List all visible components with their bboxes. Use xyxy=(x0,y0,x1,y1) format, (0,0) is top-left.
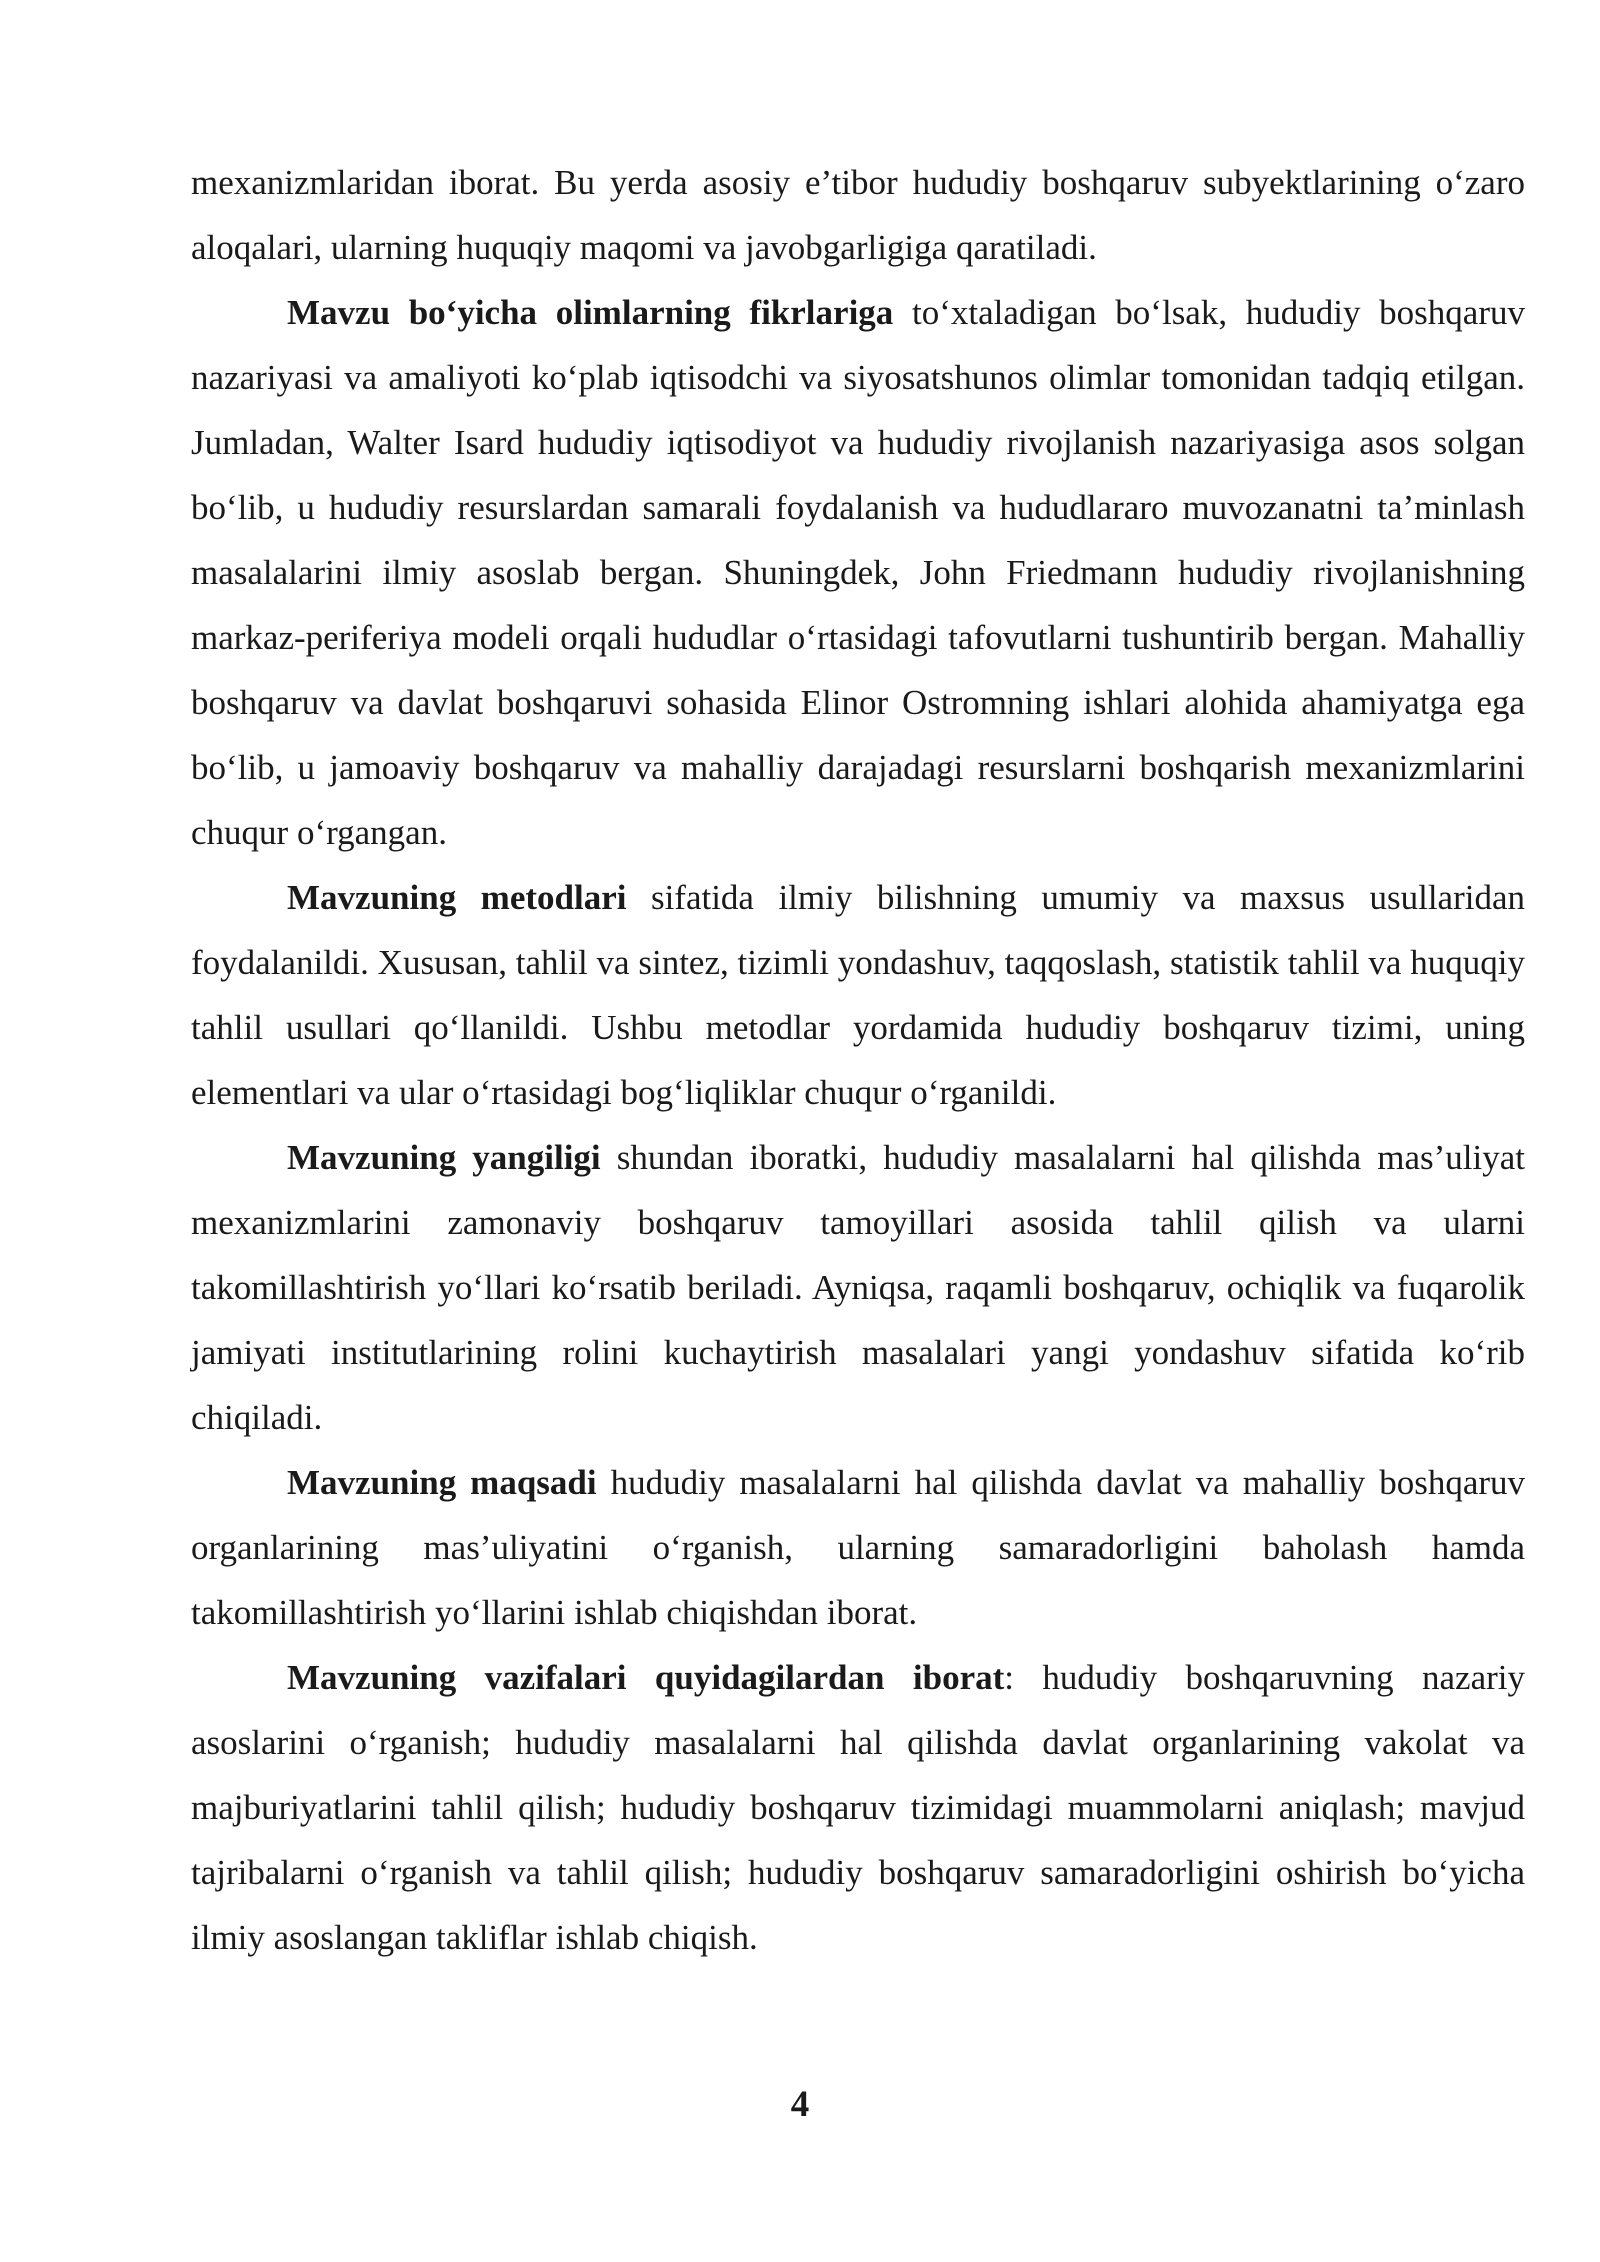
paragraph-text: to‘xtaladigan bo‘lsak, hududiy boshqaruv nazariyasi va amaliyoti ko‘plab iqtisodchi va siyosatshunos olimlar tomonidan tadqiq etilgan. Jumladan, Walter Isard hududiy iqtisodiyot va hududiy rivojlanish nazariyasiga asos solgan bo‘lib, u hududiy resurslardan samarali foydalanish va hududlararo muvozanatni ta’minlash masalalarini ilmiy asoslab bergan. Shuningdek, John Friedmann hududiy rivojlanishning markaz-periferiya modeli orqali hududlar o‘rtasidagi tafovutlarni tushuntirib bergan. Mahalliy boshqaruv va davlat boshqaruvi sohasida Elinor Ostromning ishlari alohida ahamiyatga ega bo‘lib, u jamoaviy boshqaruv va mahalliy darajadagi resurslarni boshqarish mexanizmlarini chuqur o‘rgangan. xyxy=(191,293,1525,852)
paragraph-text: : hududiy boshqaruvning nazariy asoslarini o‘rganish; hududiy masalalarni hal qilishda davlat organlarining vakolat va majburiyatlarini tahlil qilish; hududiy boshqaruv tizimidagi muammolarni aniqlash; mavjud tajribalarni o‘rganish va tahlil qilish; hududiy boshqaruv samaradorligini oshirish bo‘yicha ilmiy asoslangan takliflar ishlab chiqish. xyxy=(191,1658,1525,1957)
paragraph-lead: Mavzuning vazifalari quyidagilardan iborat xyxy=(287,1658,1005,1697)
paragraph-novelty xyxy=(191,1125,1525,1450)
paragraph-lead: Mavzuning metodlari xyxy=(287,878,627,917)
paragraph-text: sifatida ilmiy bilishning umumiy va maxsus usullaridan foydalanildi. Xususan, tahlil va sintez, tizimli yondashuv, taqqoslash, statistik tahlil va huquqiy tahlil usullari qo‘llanildi. Ushbu metodlar yordamida hududiy boshqaruv tizimi, uning elementlari va ular o‘rtasidagi bog‘liqliklar chuqur o‘rganildi. xyxy=(191,878,1526,1112)
body-text xyxy=(191,150,1525,1970)
paragraph-tasks xyxy=(191,1645,1525,1970)
paragraph-scholars xyxy=(191,280,1525,865)
page-number: 4 xyxy=(790,2084,810,2125)
paragraph-text: mexanizmlaridan iborat. Bu yerda asosiy e’tibor hududiy boshqaruv subyektlarining o‘zaro aloqalari, ularning huquqiy maqomi va javobgarligiga qaratiladi. xyxy=(191,163,1525,267)
paragraph-lead: Mavzuning yangiligi xyxy=(287,1138,601,1177)
paragraph-goal xyxy=(191,1450,1525,1645)
paragraph-lead: Mavzuning maqsadi xyxy=(287,1463,597,1502)
paragraph-text: hududiy masalalarni hal qilishda davlat va mahalliy boshqaruv organlarining mas’uliyatini o‘rganish, ularning samaradorligini baholash hamda takomillashtirish yo‘llarini ishlab chiqishdan iborat. xyxy=(191,1463,1526,1632)
paragraph-text: shundan iboratki, hududiy masalalarni hal qilishda mas’uliyat mexanizmlarini zamonaviy boshqaruv tamoyillari asosida tahlil qilish va ularni takomillashtirish yo‘llari ko‘rsatib beriladi. Ayniqsa, raqamli boshqaruv, ochiqlik va fuqarolik jamiyati institutlarining rolini kuchaytirish masalalari yangi yondashuv sifatida ko‘rib chiqiladi. xyxy=(191,1138,1525,1437)
paragraph-methods xyxy=(191,865,1525,1125)
paragraph-continuation xyxy=(191,150,1525,280)
paragraph-lead: Mavzu bo‘yicha olimlarning fikrlariga xyxy=(287,293,894,332)
